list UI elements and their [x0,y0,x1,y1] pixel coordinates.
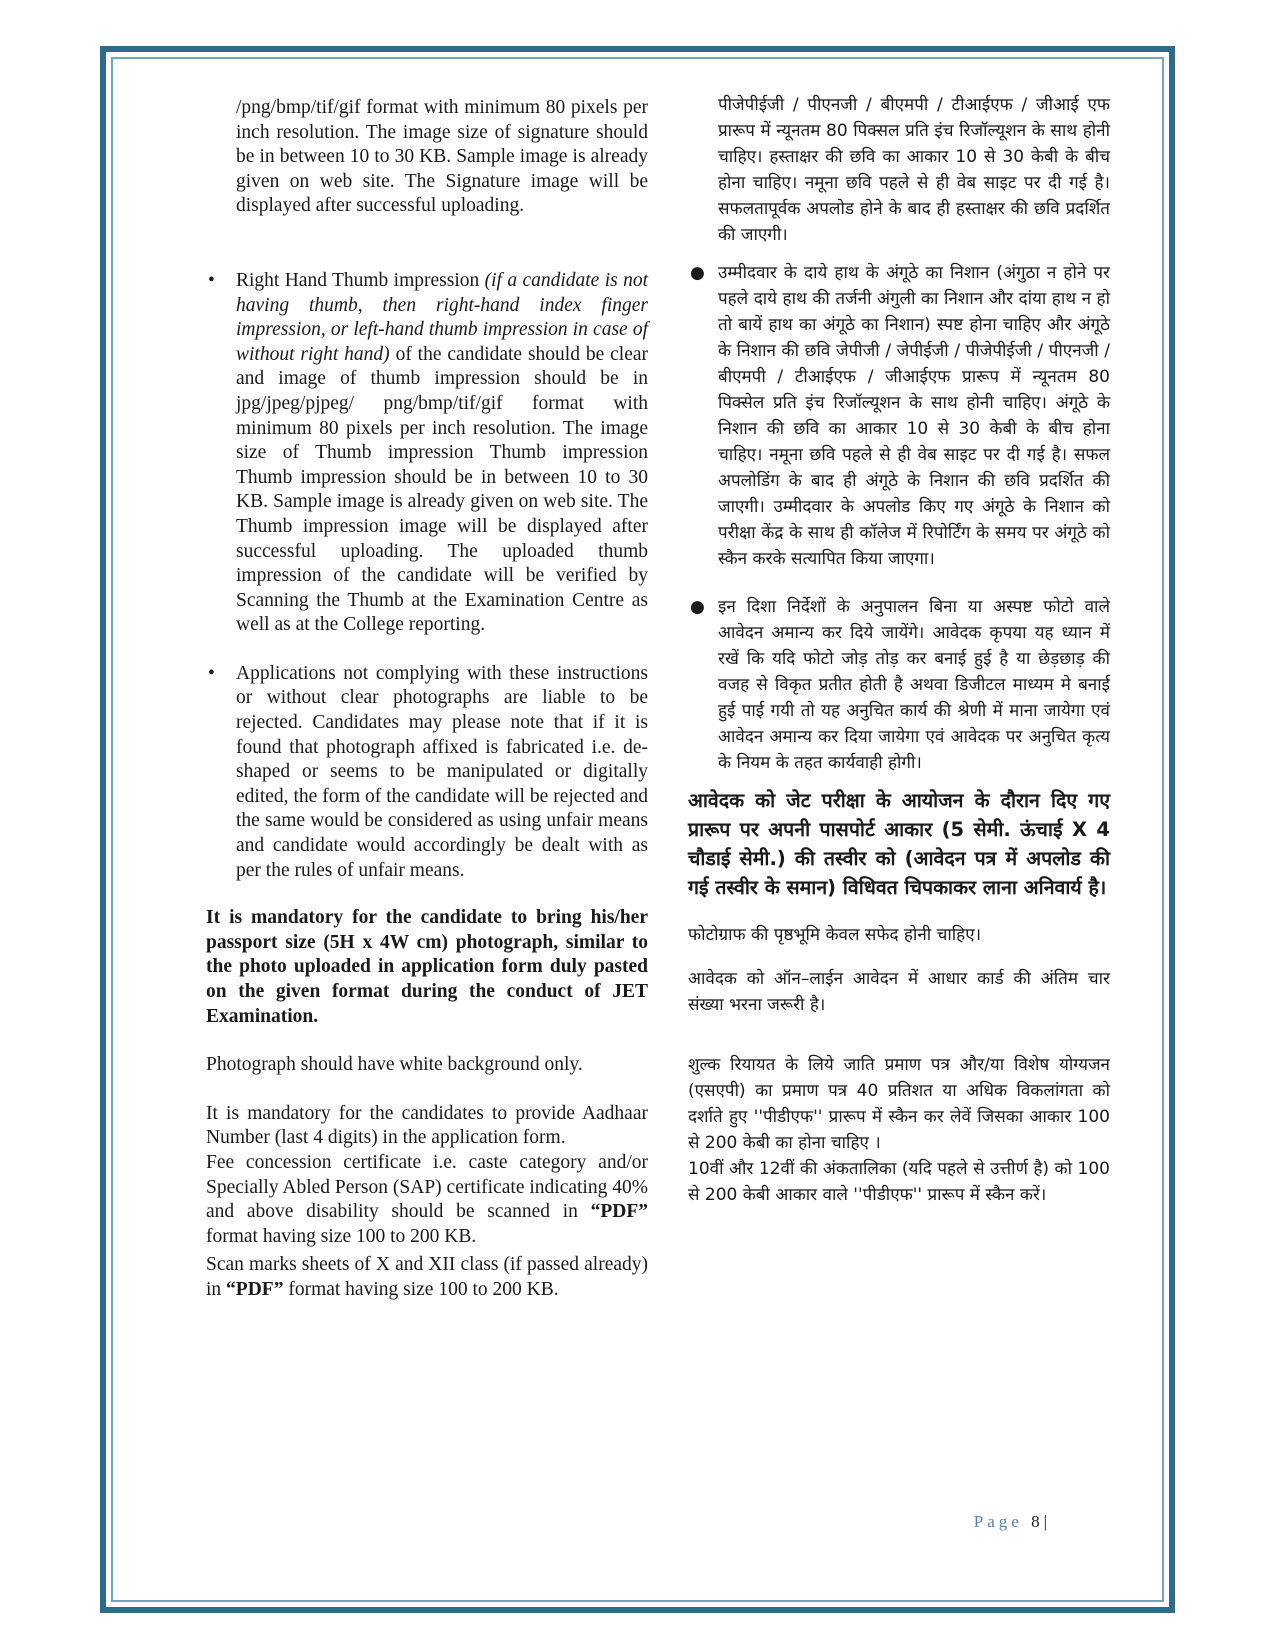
fee-concession-paragraph: Fee concession certificate i.e. caste category and/or Specially Abled Person (SAP) certificate indicating 40% and above disability should be scanned in “PDF” format having size 100 to 200 KB. [206,1151,648,1247]
mandatory-photo-paragraph: It is mandatory for the candidate to bring his/her passport size (5H x 4W cm) photograph, similar to the photo uploaded in application form duly pasted on the given format during the conduct of JET Examination. [206,907,648,1027]
aadhaar-paragraph: It is mandatory for the candidates to provide Aadhaar Number (last 4 digits) in the application form. [206,1102,648,1149]
rejection-item-hindi: ● इन दिशा निर्देशों के अनुपालन बिना या अस्पष्ट फोटो वाले आवेदन अमान्य कर दिये जायेंगे। आवेदक कृपया यह ध्यान में रखें कि यदि फोटो जोड़ तोड़ कर बनाई हुई है या छेड़छाड़ की वजह से विकृत प्रतीत होती है अथवा डिजीटल माध्यम मे बनाई हुई पाई गयी तो यह अनुचित कार्य की श्रेणी में माना जायेगा एवं आवेदन अमान्य कर दिया जायेगा एवं आवेदक पर अनुचित कृत्य के नियम के तहत कार्यवाही होगी। [688,594,1110,776]
thumb-impression-item-hindi: ● उम्मीदवार के दाये हाथ के अंगूठे का निशान (अंगुठा न होने पर पहले दाये हाथ की तर्जनी अंगुली का निशान और दांया हाथ न हो तो बायें हाथ का अंगूठे का निशान) स्पष्ट होना चाहिए और अंगूठे के निशान की छवि जेपीजी / जेपीईजी / पीजेपीईजी / पीएनजी / बीएमपी / टीआईएफ / जीआईएफ प्रारूप में न्यूनतम 80 पिक्सेल प्रति इंच रिजॉल्यूशन के साथ होनी चाहिए। अंगूठे के निशान की छवि का आकार 10 से 30 केबी के बीच होना चाहिए। नमूना छवि पहले से ही वेब साइट पर दी गई है। सफल अपलोडिंग के बाद ही अंगूठे के निशान की छवि प्रदर्शित की जाएगी। उम्मीदवार के अपलोड किए गए अंगूठे के निशान को परीक्षा केंद्र के साथ ही कॉलेज में रिपोर्टिंग के समय पर अंगूठे को स्कैन करके सत्यापित किया जाएगा। [688,260,1110,572]
rejection-item: • Applications not complying with these instructions or without clear photographs are liable to be rejected. Candidates may please note that if it is found that photograph affixed is fabricated i.e. de-shaped or seems to be manipulated or digitally edited, the form of the candidate will be rejected and the same would be considered as using unfair means and candidate would accordingly be dealt with as per the rules of unfair means. [208,662,648,881]
marksheet-paragraph-hindi: 10वीं और 12वीं की अंकतालिका (यदि पहले से उत्तीर्ण है) को 100 से 200 केबी आकार वाले ''पीडीएफ'' प्रारूप में स्कैन करें। [688,1159,1110,1205]
thumb-bullet-list [206,269,648,638]
hindi-column [688,96,1110,1208]
thumb-bullet-list-hindi [688,260,1110,572]
bullet-icon: • [208,269,215,291]
white-background-paragraph: Photograph should have white background only. [206,1054,583,1076]
bullet-icon: ● [690,597,705,617]
thumb-impression-item: • Right Hand Thumb impression (if a candidate is not having thumb, then right-hand index finger impression, or left-hand thumb impression in case of without right hand) of the candidate should be clear and image of thumb impression should be in jpg/jpeg/pjpeg/ png/bmp/tif/gif format with minimum 80 pixels per inch resolution. The image size of Thumb impression Thumb impression Thumb impression should be in between 10 to 30 KB. Sample image is already given on web site. The Thumb impression image will be displayed after successful uploading. The uploaded thumb impression of the candidate will be verified by Scanning the Thumb at the Examination Centre as well as at the College reporting. [208,269,649,636]
rejection-bullet-list-hindi [688,594,1110,776]
english-column [206,96,648,1303]
white-background-paragraph-hindi: फोटोग्राफ की पृष्ठभूमि केवल सफेद होनी चाहिए। [688,925,982,945]
signature-paragraph: /png/bmp/tif/gif format with minimum 80 pixels per inch resolution. The image size of signature should be in between 10 to 30 KB. Sample image is already given on web site. The Signature image will be displayed after successful uploading. [236,97,648,217]
aadhaar-paragraph-hindi: आवेदक को ऑन–लाईन आवेदन में आधार कार्ड की अंतिम चार संख्या भरना जरूरी है। [688,969,1110,1015]
mandatory-photo-paragraph-hindi: आवेदक को जेट परीक्षा के आयोजन के दौरान दिए गए प्रारूप पर अपनी पासपोर्ट आकार (5 सेमी. ऊंचाई X 4 चौडाई सेमी.) की तस्वीर को (आवेदन पत्र में अपलोड की गई तस्वीर के समान) विधिवत चिपकाकर लाना अनिवार्य है। [688,789,1110,899]
bullet-icon: • [208,662,215,684]
fee-concession-paragraph-hindi: शुल्क रियायत के लिये जाति प्रमाण पत्र और/या विशेष योग्यजन (एसएपी) का प्रमाण पत्र 40 प्रतिशत या अधिक विकलांगता को दर्शाते हुए ''पीडीएफ'' प्रारूप में स्कैन कर लेवें जिसका आकार 100 से 200 केबी का होना चाहिए । [688,1055,1110,1153]
marksheet-paragraph: Scan marks sheets of X and XII class (if passed already) in “PDF” format having size 100 to 200 KB. [206,1254,648,1300]
bullet-icon: ● [690,263,705,283]
rejection-bullet-list [206,662,648,883]
signature-paragraph-hindi: पीजेपीईजी / पीएनजी / बीएमपी / टीआईएफ / जीआई एफ प्रारूप में न्यूनतम 80 पिक्सल प्रति इंच रिजॉल्यूशन के साथ होनी चाहिए। हस्ताक्षर की छवि का आकार 10 से 30 केबी के बीच होना चाहिए। नमूना छवि पहले से ही वेब साइट पर दी गई है। सफलतापूर्वक अपलोड होने के बाद ही हस्ताक्षर की छवि प्रदर्शित की जाएगी। [718,95,1110,245]
page-number: Page 8| [973,1512,1051,1531]
